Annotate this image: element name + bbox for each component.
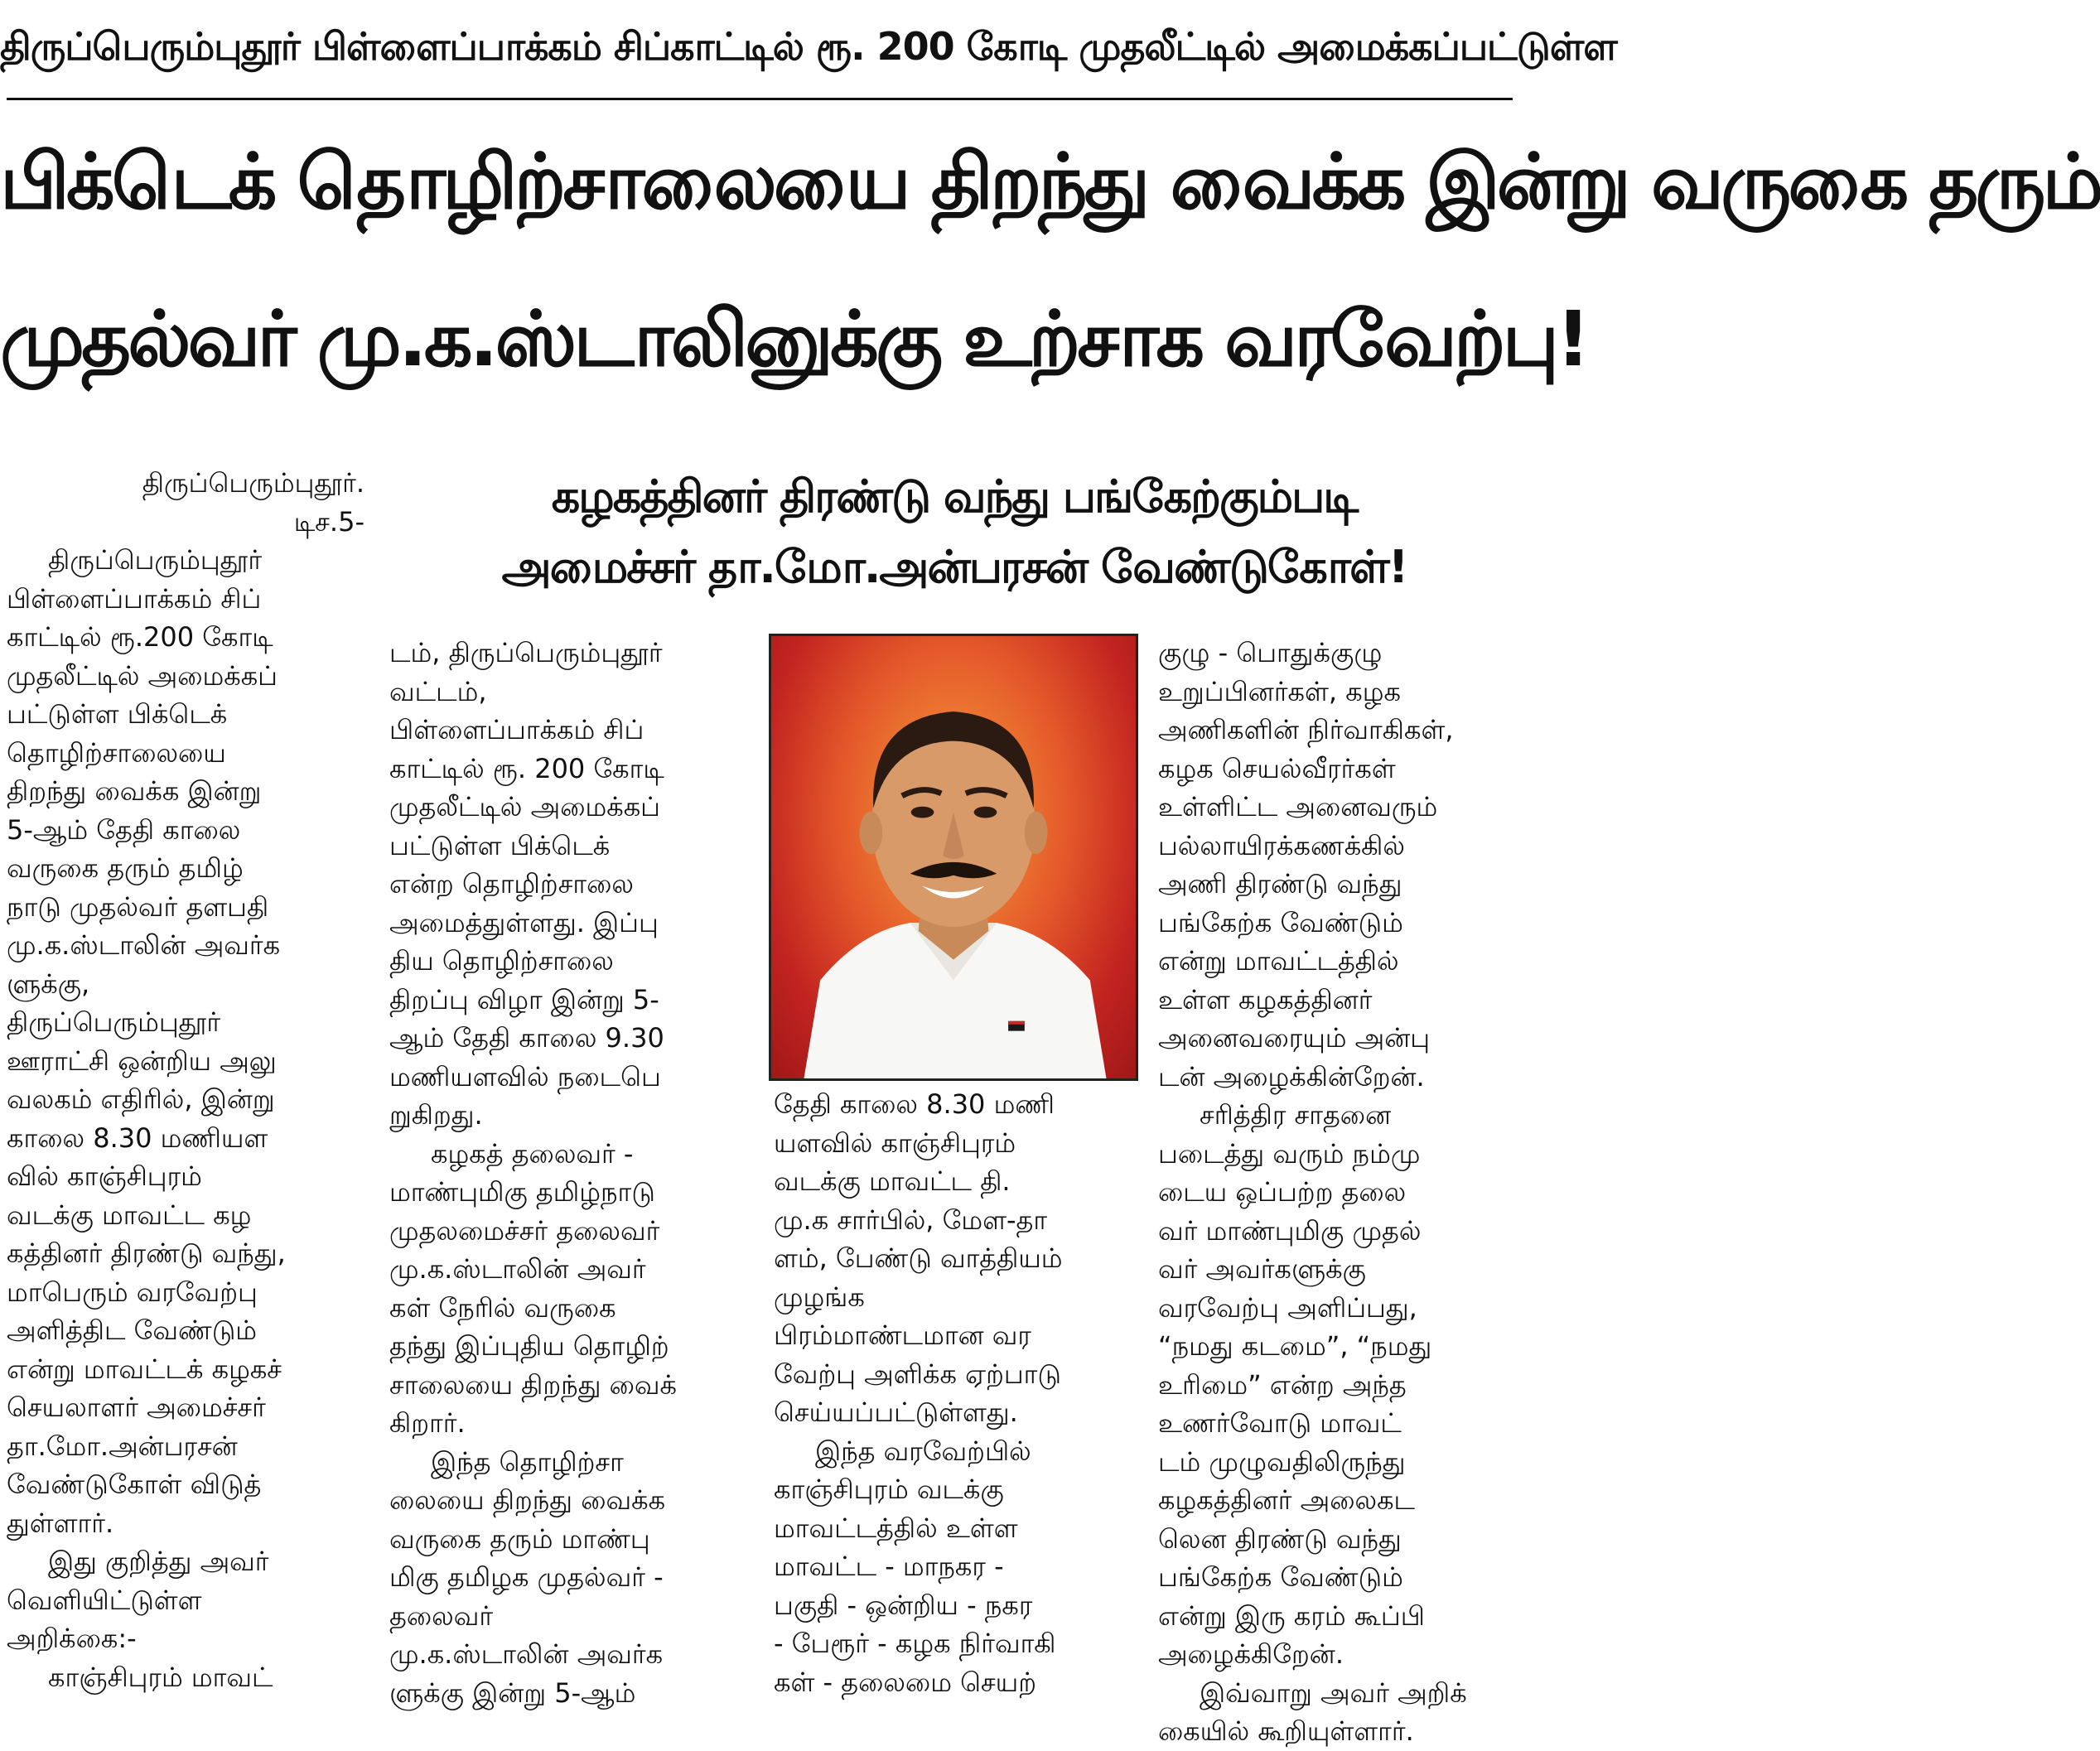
subheadline-line-1: கழகத்தினர் திரண்டு வந்து பங்கேற்கும்படி [551, 470, 1358, 523]
text-line: முதலீட்டில் அமைக்கப் [7, 659, 278, 692]
article-column-4 [1158, 634, 1513, 1751]
text-line: மு.க சார்பில், மேள-தா [774, 1204, 1048, 1236]
text-line: உணர்வோடு மாவட் [1158, 1407, 1402, 1439]
text-line: உள்ள கழகத்தினர் [1158, 983, 1373, 1015]
text-line: தேதி காலை 8.30 மணி [774, 1088, 1055, 1120]
text-line: பட்டுள்ள பிக்டெக் [389, 829, 611, 861]
text-line: துள்ளார். [7, 1507, 114, 1539]
text-line: தொழிற்சாலையை [7, 736, 226, 769]
text-line: பல்லாயிரக்கணக்கில் [1158, 829, 1405, 861]
text-line: திருப்பெரும்புதூர் [48, 544, 263, 576]
text-line: ஊராட்சி ஒன்றிய அலு [7, 1044, 277, 1077]
text-line: காஞ்சிபுரம் வடக்கு [774, 1474, 1004, 1505]
text-line: லையை திறந்து வைக்க [389, 1484, 666, 1516]
text-line: முதலமைச்சர் தலைவர் [389, 1214, 660, 1247]
col4-paragraph-2 [1158, 1096, 1513, 1674]
article-column-1 [7, 464, 364, 1696]
headline-line-1: பிக்டெக் தொழிற்சாலையை திறந்து வைக்க இன்று வருகை தரும் [0, 137, 2100, 226]
col1-paragraph-3 [7, 1658, 364, 1697]
text-line: கழகத் தலைவர் - [431, 1137, 634, 1170]
text-line: மு.க.ஸ்டாலின் அவர் [389, 1253, 646, 1285]
text-line: பட்டுள்ள பிக்டெக் [7, 698, 228, 730]
text-line: அணிகளின் நிர்வாகிகள், [1158, 714, 1454, 745]
text-line: திறப்பு விழா இன்று 5- [389, 983, 659, 1015]
kicker-line: திருப்பெரும்புதூர் பிள்ளைப்பாக்கம் சிப்காட்டில் ரூ. 200 கோடி முதலீட்டில் அமைக்கப்பட்டுள்ள [0, 24, 1617, 69]
text-line: பிரம்மாண்டமான வர [774, 1319, 1031, 1351]
text-line: காலை 8.30 மணியள [7, 1122, 268, 1154]
text-line: வட்டம், [389, 675, 487, 707]
text-line: காஞ்சிபுரம் மாவட் [48, 1661, 273, 1693]
text-line: சாலையை திறந்து வைக் [389, 1368, 677, 1401]
col2-paragraph-3 [389, 1443, 746, 1713]
text-line: டைய ஒப்பற்ற தலை [1158, 1176, 1407, 1208]
text-line: வடக்கு மாவட்ட கழ [7, 1199, 252, 1231]
text-line: கத்தினர் திரண்டு வந்து, [7, 1237, 286, 1269]
text-line: மணியளவில் நடைபெ [389, 1060, 661, 1093]
text-line: உள்ளிட்ட அனைவரும் [1158, 791, 1438, 822]
text-line: காட்டில் ரூ.200 கோடி [7, 621, 273, 653]
text-line: திறந்து வைக்க இன்று [7, 775, 262, 807]
article-column-3 [774, 1085, 1130, 1701]
text-line: வர் அவர்களுக்கு [1158, 1253, 1366, 1285]
text-line: வரவேற்பு அளிப்பது, [1158, 1291, 1417, 1324]
text-line: - பேரூர் - கழக நிர்வாகி [774, 1628, 1056, 1659]
text-line: தந்து இப்புதிய தொழிற் [389, 1330, 669, 1362]
text-line: பங்கேற்க வேண்டும் [1158, 1561, 1403, 1593]
headline-line-2: முதல்வர் மு.க.ஸ்டாலினுக்கு உற்சாக வரவேற்பு! [0, 295, 1588, 383]
dateline-place: திருப்பெரும்புதூர். [142, 467, 364, 499]
text-line: வடக்கு மாவட்ட தி. [774, 1165, 1011, 1197]
text-line: இந்த வரவேற்பில் [815, 1435, 1031, 1467]
text-line: வருகை தரும் மாண்பு [389, 1522, 650, 1555]
col2-paragraph-2 [389, 1135, 746, 1443]
text-line: டம் முழுவதிலிருந்து [1158, 1445, 1406, 1478]
text-line: வருகை தரும் தமிழ் [7, 852, 244, 884]
text-line: கள் நேரில் வருகை [389, 1291, 616, 1324]
text-line: என்று மாவட்டத்தில் [1158, 945, 1399, 977]
subheadline-line-2: அமைச்சர் தா.மோ.அன்பரசன் வேண்டுகோள்! [501, 541, 1407, 593]
text-line: பகுதி - ஒன்றிய - நகர [774, 1589, 1033, 1621]
text-line: ஆம் தேதி காலை 9.30 [389, 1022, 664, 1054]
text-line: மாவட்டத்தில் உள்ள [774, 1512, 1018, 1544]
text-line: “நமது கடமை”, “நமது [1158, 1330, 1432, 1362]
text-line: பிள்ளைப்பாக்கம் சிப் [7, 582, 262, 615]
text-line: சரித்திர சாதனை [1200, 1099, 1392, 1131]
text-line: மாண்புமிகு தமிழ்நாடு [389, 1176, 655, 1208]
kicker-rule [7, 98, 1513, 100]
text-line: கழகத்தினர் அலைகட [1158, 1484, 1416, 1516]
text-line: என்று மாவட்டக் கழகச் [7, 1353, 282, 1385]
text-line: திய தொழிற்சாலை [389, 945, 614, 977]
text-line: இந்த தொழிற்சா [431, 1445, 624, 1478]
col4-paragraph-3 [1158, 1674, 1513, 1751]
text-line: அறிக்கை:- [7, 1623, 137, 1654]
article-column-2 [389, 634, 746, 1712]
text-line: வர் மாண்புமிகு முதல் [1158, 1214, 1422, 1247]
text-line: உறுப்பினர்கள், கழக [1158, 675, 1401, 707]
text-line: டம், திருப்பெரும்புதூர் [389, 637, 663, 668]
text-line: 5-ஆம் தேதி காலை [7, 813, 241, 846]
text-line: அழைக்கிறேன். [1158, 1638, 1344, 1670]
text-line: காட்டில் ரூ. 200 கோடி [389, 752, 664, 784]
text-line: வேற்பு அளிக்க ஏற்பாடு [774, 1358, 1061, 1390]
text-line: செய்யப்பட்டுள்ளது. [774, 1396, 1018, 1428]
text-line: மு.க.ஸ்டாலின் அவர்க [389, 1638, 664, 1670]
text-line: முதலீட்டில் அமைக்கப் [389, 791, 660, 822]
text-line: அனைவரையும் அன்பு [1158, 1022, 1431, 1054]
text-line: பங்கேற்க வேண்டும் [1158, 906, 1403, 938]
col1-paragraph-1 [7, 541, 364, 1542]
text-line: குழு - பொதுக்குழு [1158, 637, 1383, 668]
text-line: முழங்க [774, 1281, 865, 1313]
text-line: தலைவர் [389, 1599, 494, 1632]
text-line: ளுக்கு இன்று 5-ஆம் [389, 1676, 636, 1709]
text-line: மிகு தமிழக முதல்வர் - [389, 1561, 664, 1593]
text-line: மாபெரும் வரவேற்பு [7, 1276, 258, 1308]
text-line: லென திரண்டு வந்து [1158, 1522, 1402, 1555]
text-line: அளித்திட வேண்டும் [7, 1314, 258, 1346]
text-line: என்ற தொழிற்சாலை [389, 868, 634, 900]
text-line: யளவில் காஞ்சிபுரம் [774, 1126, 1016, 1159]
portrait-photo [769, 634, 1138, 1081]
text-line: வில் காஞ்சிபுரம் [7, 1160, 202, 1192]
text-line: கையில் கூறியுள்ளார். [1158, 1715, 1414, 1747]
text-line: என்று இரு கரம் கூப்பி [1158, 1599, 1425, 1632]
person-portrait-icon [771, 636, 1136, 1078]
text-line: அணி திரண்டு வந்து [1158, 868, 1402, 900]
text-line: திருப்பெரும்புதூர் [7, 1006, 221, 1038]
text-line: நாடு முதல்வர் தளபதி [7, 890, 269, 923]
text-line: வலகம் எதிரில், இன்று [7, 1083, 275, 1115]
text-line: வேண்டுகோள் விடுத் [7, 1469, 262, 1500]
text-line: செயலாளர் அமைச்சர் [7, 1392, 266, 1423]
text-line: மாவட்ட - மாநகர - [774, 1551, 1004, 1582]
text-line: கிறார். [389, 1407, 466, 1439]
text-line: பிள்ளைப்பாக்கம் சிப் [389, 714, 644, 745]
col3-paragraph-2 [774, 1432, 1130, 1702]
text-line: கள் - தலைமை செயற் [774, 1666, 1036, 1698]
dateline-date: டிச.5- [293, 505, 364, 538]
text-line: படைத்து வரும் நம்மு [1158, 1137, 1421, 1170]
text-line: இது குறித்து அவர் [48, 1546, 269, 1577]
text-line: ளுக்கு, [7, 967, 90, 1000]
text-line: மு.க.ஸ்டாலின் அவர்க [7, 929, 281, 961]
col3-paragraph-1 [774, 1085, 1130, 1432]
text-line: அமைத்துள்ளது. இப்பு [389, 906, 659, 938]
text-line: தா.மோ.அன்பரசன் [7, 1430, 238, 1462]
text-line: வெளியிட்டுள்ள [7, 1584, 202, 1616]
col4-paragraph-1 [1158, 634, 1513, 1096]
text-line: ளம், பேண்டு வாத்தியம் [774, 1242, 1063, 1274]
text-line: கழக செயல்வீரர்கள் [1158, 752, 1396, 784]
text-line: றுகிறது. [389, 1099, 483, 1131]
text-line: டன் அழைக்கின்றேன். [1158, 1060, 1425, 1093]
col1-paragraph-2 [7, 1542, 364, 1658]
col2-paragraph-1 [389, 634, 746, 1135]
text-line: உரிமை” என்ற அந்த [1158, 1368, 1407, 1401]
text-line: இவ்வாறு அவர் அறிக் [1200, 1676, 1467, 1709]
